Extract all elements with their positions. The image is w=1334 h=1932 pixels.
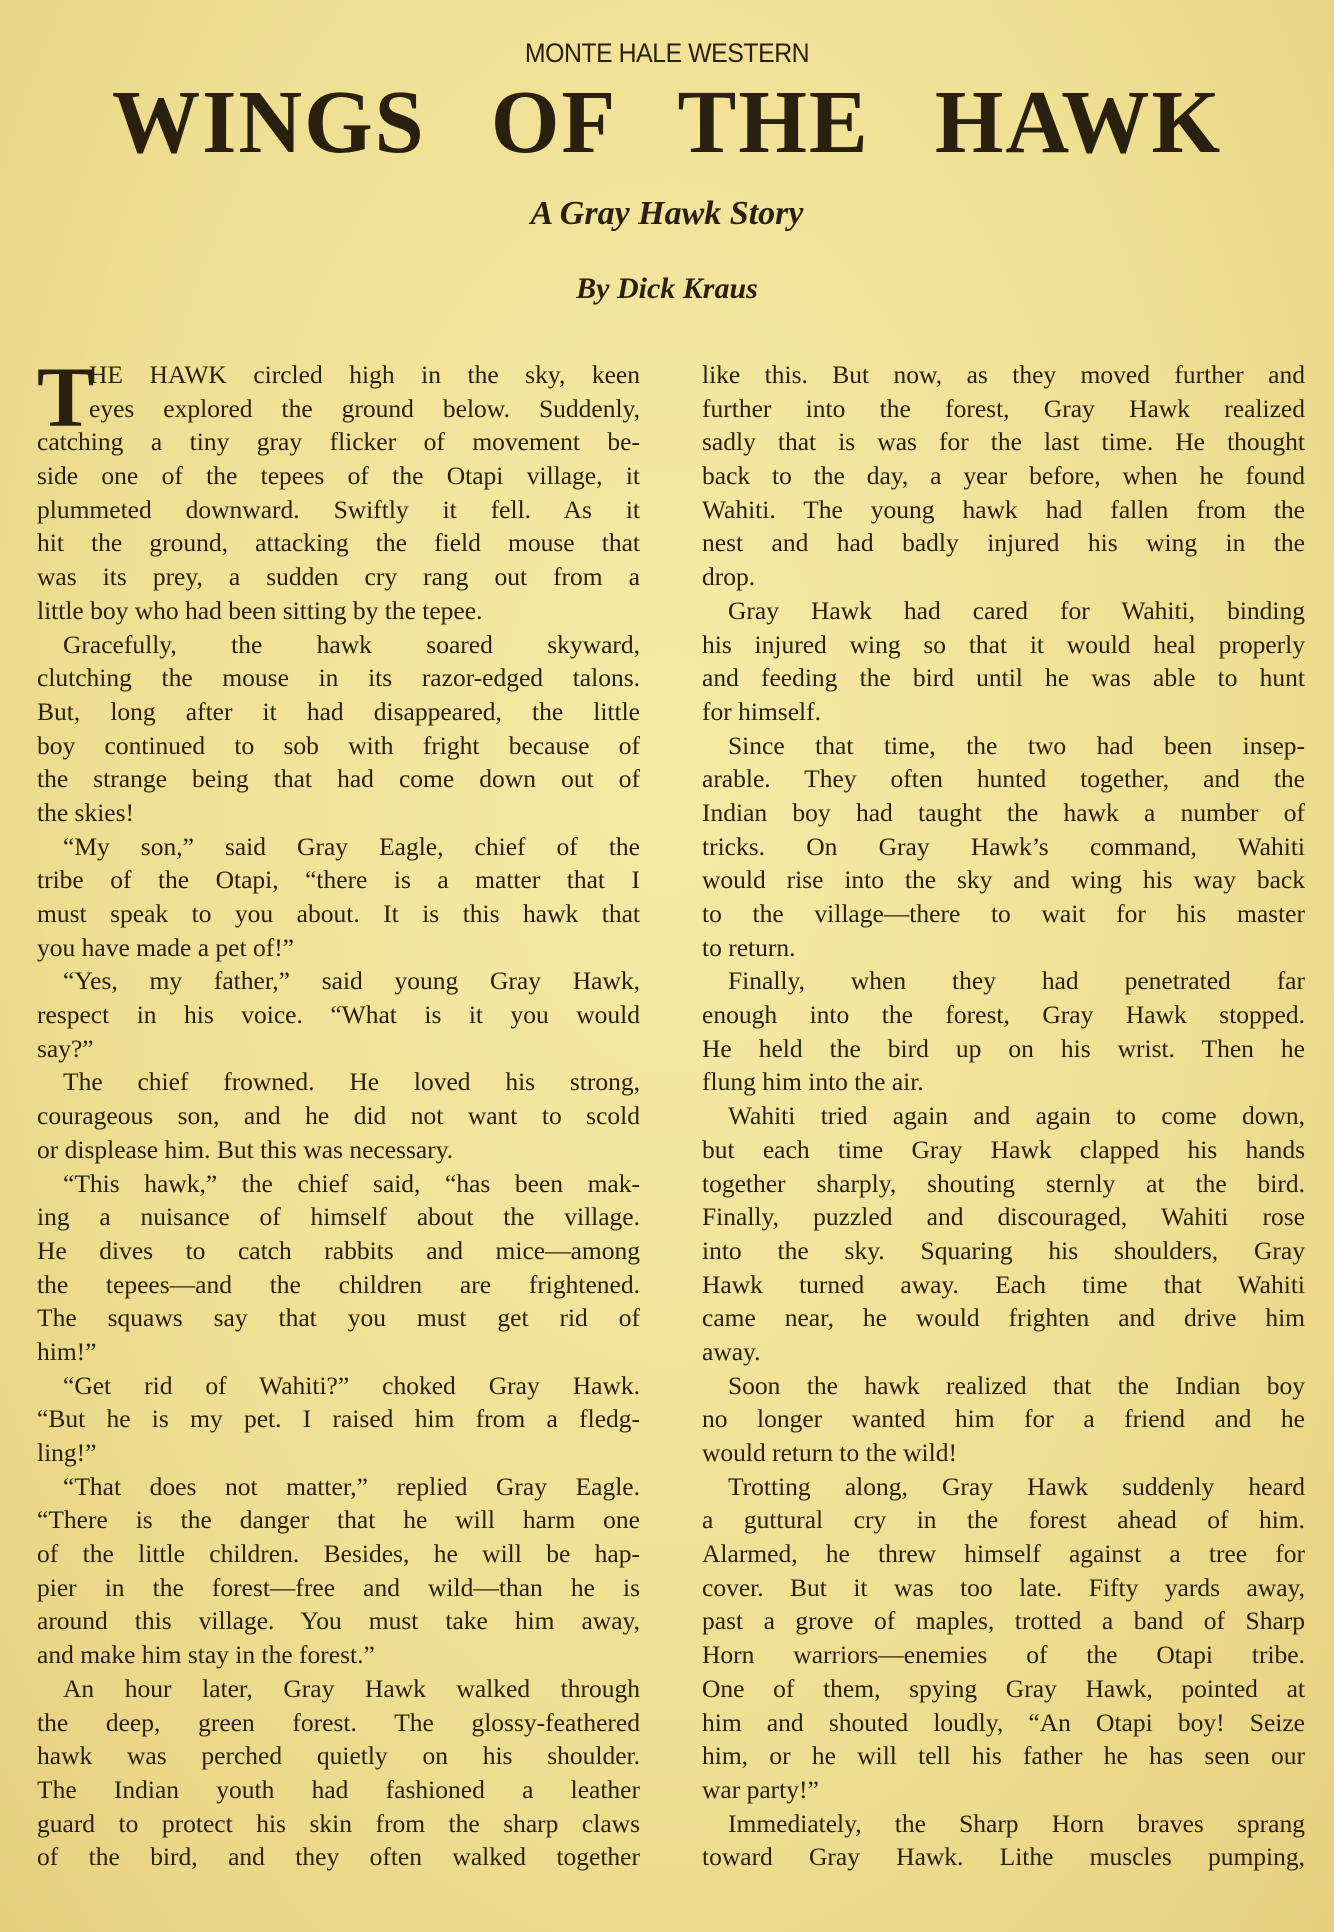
text-column-left	[37, 349, 640, 1874]
text-line: hit the ground, attacking the field mouse that	[37, 528, 640, 558]
text-line: HE HAWK circled high in the sky, keen	[89, 360, 640, 389]
text-line: say?”	[37, 1033, 94, 1063]
series-name: MONTE HALE WESTERN	[524, 38, 810, 68]
text-line: would return to the wild!	[702, 1438, 957, 1467]
story-subtitle: A Gray Hawk Story	[530, 195, 804, 232]
text-line: eyes explored the ground below. Suddenly,	[89, 393, 640, 423]
text-line: Gracefully, the hawk soared skyward,	[63, 629, 640, 659]
text-line: pier in the forest—free and wild—than he is	[37, 1572, 640, 1602]
text-line: clutching the mouse in its razor-edged talons.	[37, 663, 640, 693]
text-line: Hawk turned away. Each time that Wahiti	[702, 1269, 1305, 1299]
text-line: tribe of the Otapi, “there is a matter that I	[37, 865, 640, 895]
text-line: must speak to you about. It is this hawk that	[37, 899, 640, 928]
text-line: Horn warriors—enemies of the Otapi tribe.	[702, 1640, 1305, 1670]
text-line: Indian boy had taught the hawk a number of	[702, 797, 1305, 827]
text-line: for himself.	[702, 696, 821, 726]
text-line: catching a tiny gray flicker of movement be-	[37, 427, 640, 457]
text-line: and make him stay in the forest.”	[37, 1640, 375, 1670]
drop-cap: T	[37, 349, 95, 445]
text-line: of the bird, and they often walked together	[37, 1842, 640, 1872]
text-line: Wahiti. The young hawk had fallen from the	[702, 494, 1305, 524]
text-line: The chief frowned. He loved his strong,	[63, 1067, 640, 1097]
text-line: hawk was perched quietly on his shoulder.	[37, 1741, 640, 1771]
text-line: “My son,” said Gray Eagle, chief of the	[63, 831, 640, 861]
text-line: him!”	[37, 1336, 97, 1366]
text-line: Alarmed, he threw himself against a tree for	[702, 1539, 1305, 1569]
text-line: toward Gray Hawk. Lithe muscles pumping,	[702, 1842, 1305, 1872]
text-line: Immediately, the Sharp Horn braves sprang	[728, 1808, 1305, 1838]
text-line: his injured wing so that it would heal properly	[702, 629, 1305, 659]
text-line: He dives to catch rabbits and mice—among	[37, 1235, 640, 1265]
text-line: the strange being that had come down out of	[37, 764, 640, 794]
text-line: around this village. You must take him away,	[37, 1606, 640, 1636]
text-line: nest and had badly injured his wing in the	[702, 528, 1305, 558]
text-line: arable. They often hunted together, and the	[702, 764, 1305, 794]
text-line: He held the bird up on his wrist. Then he	[702, 1033, 1305, 1063]
text-line: further into the forest, Gray Hawk realized	[702, 393, 1305, 423]
text-line: the tepees—and the children are frightened.	[37, 1269, 640, 1299]
text-line: together sharply, shouting sternly at the bird.	[702, 1168, 1305, 1198]
text-line: “There is the danger that he will harm one	[37, 1505, 640, 1535]
text-line: Soon the hawk realized that the Indian boy	[728, 1370, 1305, 1400]
text-line: boy continued to sob with fright because of	[37, 730, 640, 760]
text-line: “Get rid of Wahiti?” choked Gray Hawk.	[63, 1370, 640, 1400]
text-line: tricks. On Gray Hawk’s command, Wahiti	[702, 831, 1305, 861]
text-line: no longer wanted him for a friend and he	[702, 1404, 1305, 1434]
text-line: past a grove of maples, trotted a band of Sharp	[702, 1606, 1305, 1636]
text-line: like this. But now, as they moved further and	[702, 360, 1305, 389]
text-line: drop.	[702, 562, 756, 592]
text-line: guard to protect his skin from the sharp claws	[37, 1808, 640, 1838]
text-line: “This hawk,” the chief said, “has been mak-	[63, 1168, 640, 1198]
text-line: The Indian youth had fashioned a leather	[37, 1774, 640, 1804]
text-line: war party!”	[702, 1774, 819, 1804]
text-line: a guttural cry in the forest ahead of him.	[702, 1505, 1305, 1535]
text-line: courageous son, and he did not want to scold	[37, 1101, 640, 1131]
text-line: Finally, puzzled and discouraged, Wahiti rose	[702, 1202, 1305, 1232]
text-line: plummeted downward. Swiftly it fell. As it	[37, 494, 640, 524]
story-title: WINGS OF THE HAWK	[111, 73, 1223, 172]
text-line: The squaws say that you must get rid of	[37, 1303, 640, 1333]
text-line: side one of the tepees of the Otapi village, it	[37, 461, 640, 491]
text-line: An hour later, Gray Hawk walked through	[63, 1673, 640, 1703]
text-line: would rise into the sky and wing his way back	[702, 865, 1305, 895]
text-line: was its prey, a sudden cry rang out from a	[37, 562, 640, 592]
text-line: ing a nuisance of himself about the village.	[37, 1202, 640, 1232]
text-line: to the village—there to wait for his master	[702, 899, 1305, 928]
text-line: But, long after it had disappeared, the little	[37, 696, 640, 726]
text-line: One of them, spying Gray Hawk, pointed at	[702, 1673, 1305, 1703]
text-line: away.	[702, 1336, 761, 1366]
text-line: Gray Hawk had cared for Wahiti, binding	[728, 595, 1305, 625]
text-line: Finally, when they had penetrated far	[728, 966, 1305, 996]
text-column-right	[702, 358, 1305, 1874]
text-line: into the sky. Squaring his shoulders, Gray	[702, 1235, 1305, 1265]
text-line: of the little children. Besides, he will be hap-	[37, 1539, 640, 1569]
text-line: him, or he will tell his father he has seen our	[702, 1741, 1305, 1771]
text-line: to return.	[702, 932, 796, 962]
text-line: or displease him. But this was necessary.	[37, 1134, 454, 1164]
text-line: Wahiti tried again and again to come down,	[728, 1101, 1305, 1131]
text-line: and feeding the bird until he was able to hunt	[702, 663, 1305, 693]
text-line: “That does not matter,” replied Gray Eagle.	[63, 1471, 640, 1501]
text-line: respect in his voice. “What is it you would	[37, 1000, 640, 1030]
text-line: back to the day, a year before, when he found	[702, 461, 1305, 491]
text-line: you have made a pet of!”	[37, 932, 295, 962]
text-line: the deep, green forest. The glossy-feathered	[37, 1707, 640, 1737]
text-line: “Yes, my father,” said young Gray Hawk,	[63, 966, 640, 996]
text-line: but each time Gray Hawk clapped his hands	[702, 1134, 1305, 1164]
text-line: cover. But it was too late. Fifty yards away,	[702, 1572, 1305, 1602]
text-line: little boy who had been sitting by the tepee.	[37, 595, 483, 625]
text-line: came near, he would frighten and drive him	[702, 1303, 1305, 1333]
text-line: Trotting along, Gray Hawk suddenly heard	[728, 1471, 1305, 1501]
text-line: sadly that is was for the last time. He thought	[702, 427, 1305, 457]
text-line: flung him into the air.	[702, 1067, 924, 1097]
text-line: enough into the forest, Gray Hawk stopped.	[702, 1000, 1305, 1030]
text-line: Since that time, the two had been insep-	[728, 730, 1305, 760]
text-line: “But he is my pet. I raised him from a fledg-	[37, 1404, 640, 1434]
text-line: the skies!	[37, 797, 135, 827]
byline: By Dick Kraus	[576, 272, 758, 305]
text-line: him and shouted loudly, “An Otapi boy! Seize	[702, 1707, 1305, 1737]
text-line: ling!”	[37, 1438, 97, 1467]
